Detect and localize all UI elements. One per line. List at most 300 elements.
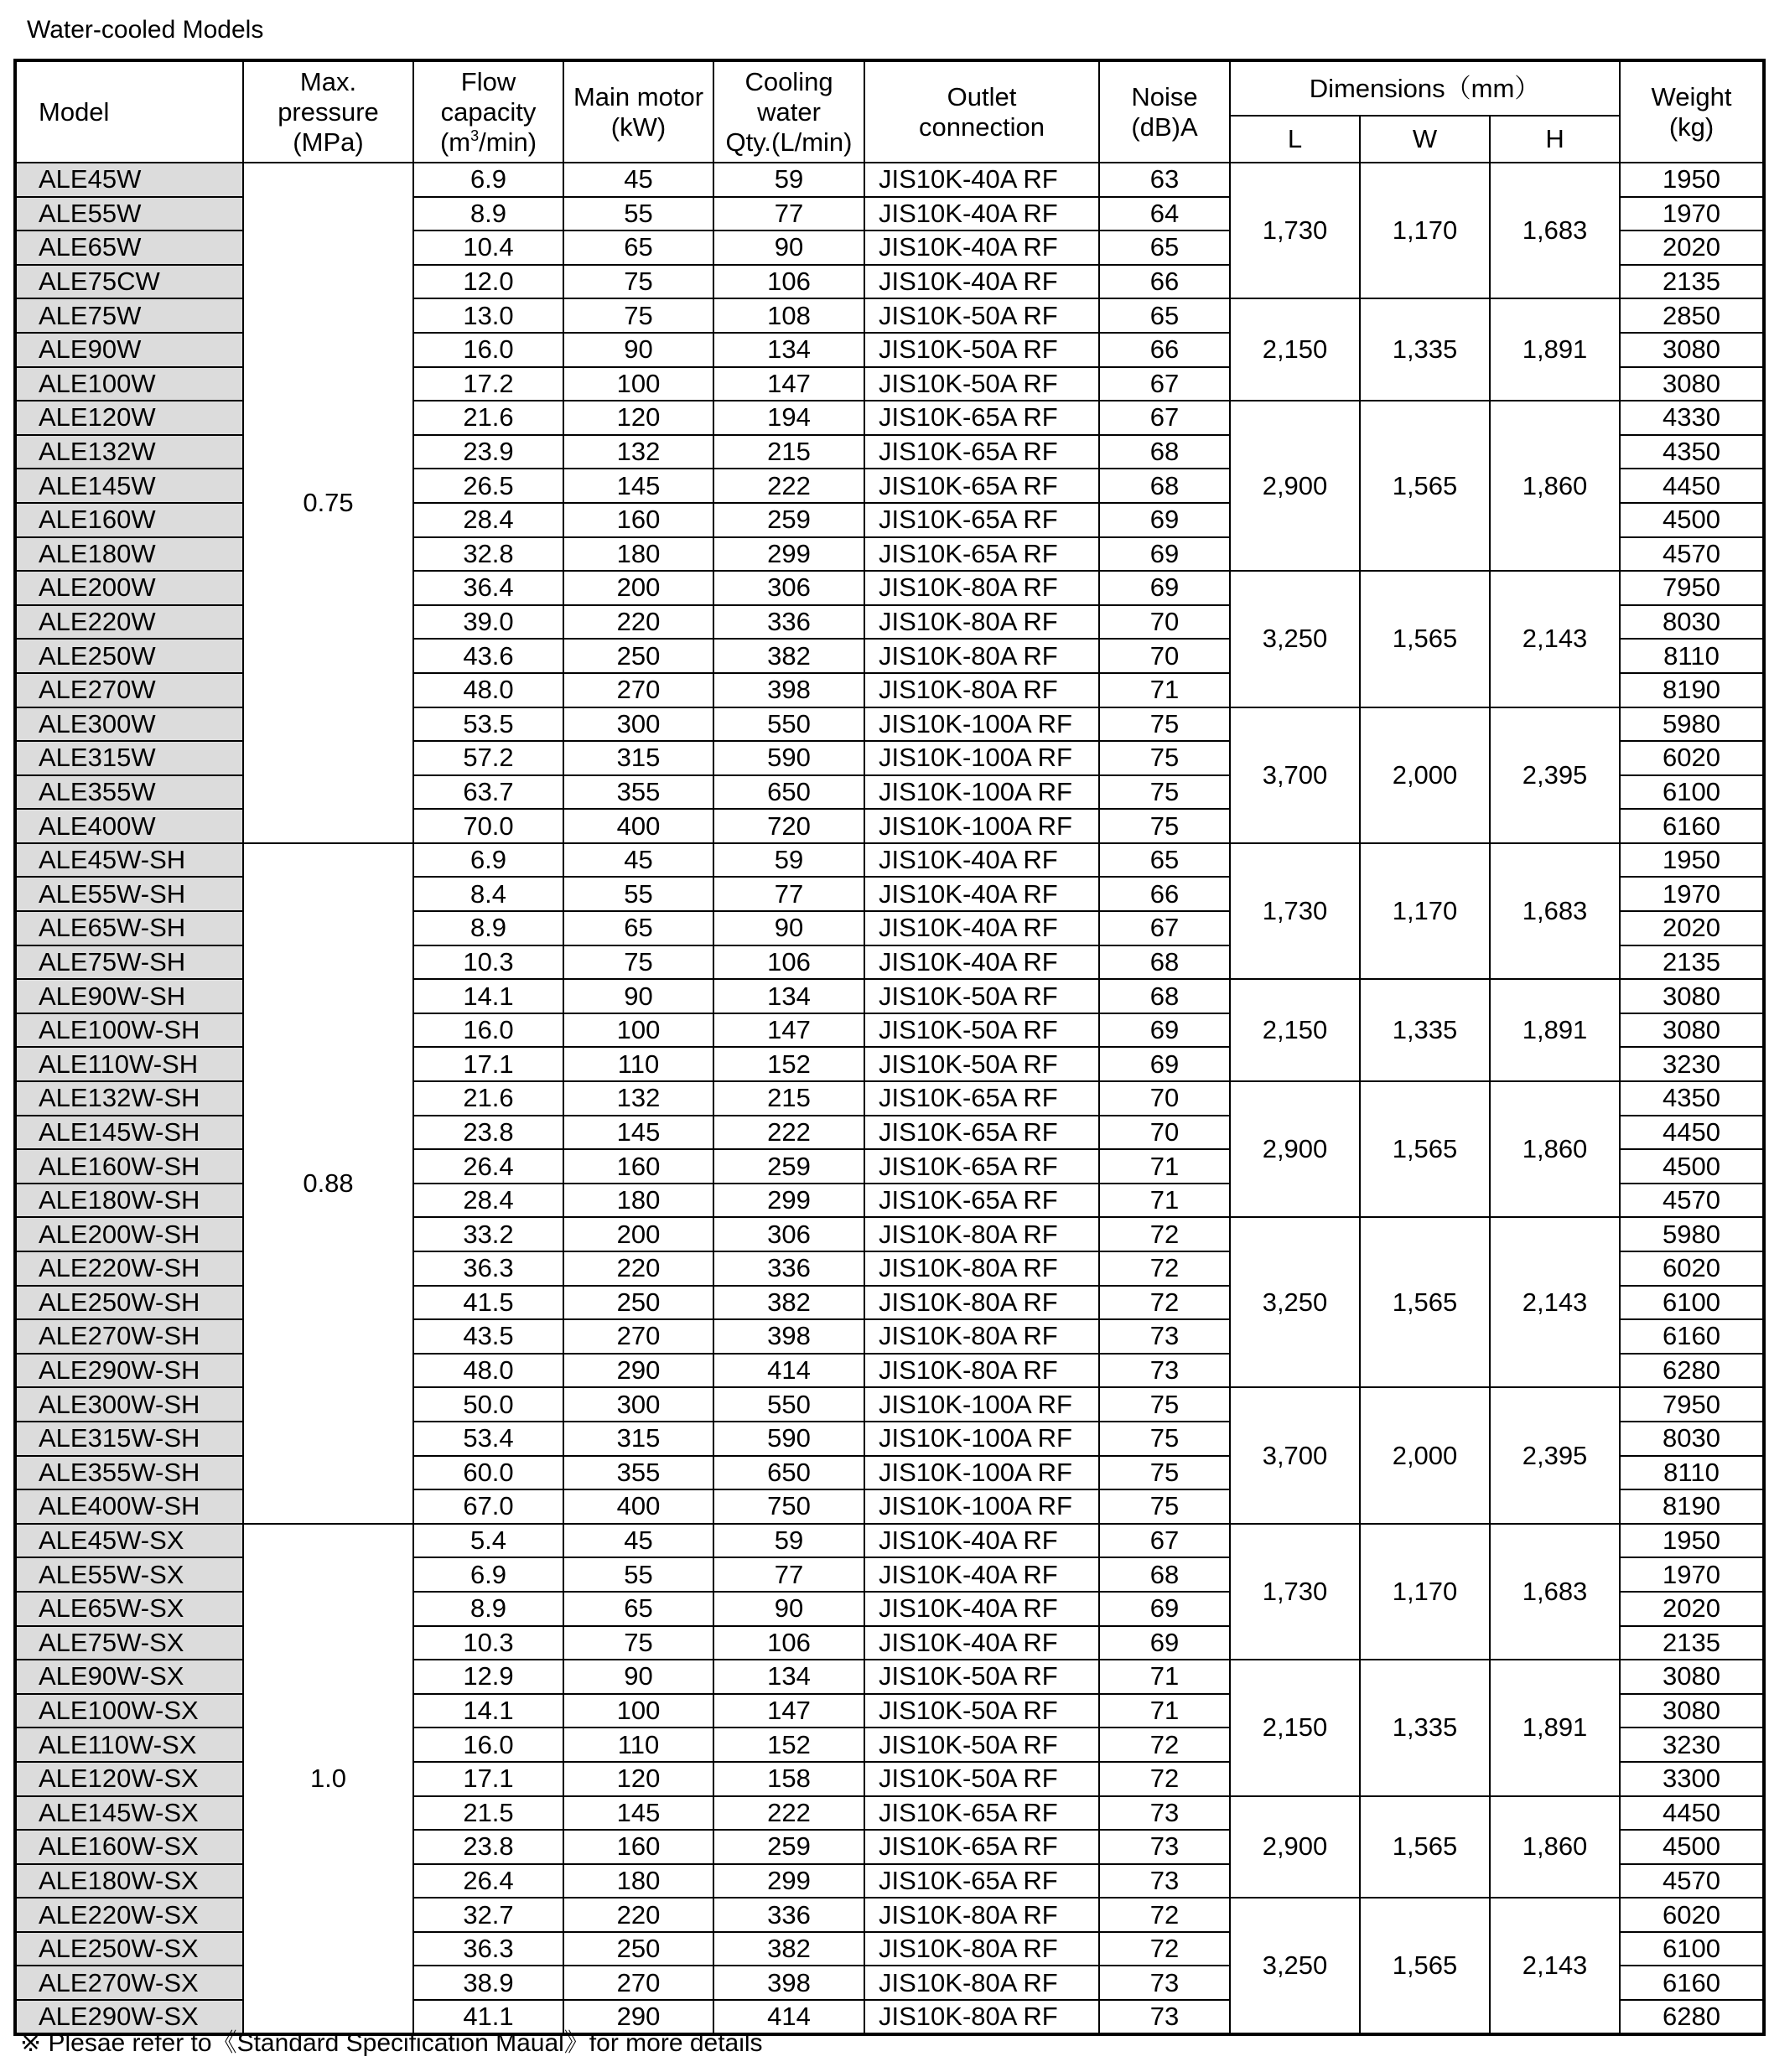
cooling-cell: 90 [713,911,864,945]
model-cell: ALE200W-SH [15,1217,243,1251]
noise-cell: 71 [1099,1149,1230,1184]
flow-cell: 14.1 [413,1694,563,1728]
cooling-cell: 222 [713,1796,864,1831]
weight-cell: 4500 [1620,1830,1764,1864]
motor-cell: 180 [563,1864,713,1898]
motor-cell: 75 [563,945,713,980]
weight-cell: 2135 [1620,265,1764,299]
motor-cell: 315 [563,741,713,775]
cooling-cell: 299 [713,537,864,572]
motor-cell: 250 [563,639,713,673]
dim-l-cell: 3,250 [1230,1217,1360,1387]
dim-w-cell: 1,565 [1360,571,1490,707]
flow-cell: 28.4 [413,1184,563,1218]
outlet-cell: JIS10K-65A RF [864,1830,1099,1864]
cooling-cell: 152 [713,1728,864,1762]
flow-cell: 33.2 [413,1217,563,1251]
outlet-cell: JIS10K-50A RF [864,367,1099,401]
cooling-cell: 306 [713,571,864,605]
outlet-cell: JIS10K-40A RF [864,231,1099,265]
cooling-cell: 750 [713,1489,864,1524]
outlet-cell: JIS10K-80A RF [864,605,1099,640]
weight-cell: 3230 [1620,1047,1764,1081]
cooling-cell: 59 [713,843,864,878]
weight-cell: 6100 [1620,1932,1764,1966]
motor-cell: 132 [563,435,713,469]
noise-cell: 73 [1099,1796,1230,1831]
noise-cell: 70 [1099,639,1230,673]
model-cell: ALE75W [15,298,243,333]
outlet-cell: JIS10K-40A RF [864,197,1099,231]
flow-cell: 41.1 [413,2000,563,2034]
dim-l-cell: 2,900 [1230,1081,1360,1217]
flow-cell: 23.9 [413,435,563,469]
flow-cell: 41.5 [413,1286,563,1320]
motor-cell: 160 [563,1149,713,1184]
weight-cell: 5980 [1620,707,1764,742]
dim-w-cell: 1,335 [1360,298,1490,401]
weight-cell: 3080 [1620,333,1764,367]
weight-cell: 8190 [1620,673,1764,707]
motor-cell: 270 [563,1966,713,2000]
motor-cell: 145 [563,1116,713,1150]
motor-cell: 65 [563,231,713,265]
noise-cell: 68 [1099,979,1230,1013]
cooling-cell: 398 [713,1966,864,2000]
outlet-cell: JIS10K-65A RF [864,1081,1099,1116]
cooling-cell: 134 [713,333,864,367]
cooling-cell: 134 [713,1660,864,1694]
motor-cell: 100 [563,1013,713,1048]
motor-cell: 45 [563,843,713,878]
cooling-cell: 382 [713,639,864,673]
motor-cell: 145 [563,1796,713,1831]
header-weight: Weight (kg) [1620,60,1764,163]
cooling-cell: 108 [713,298,864,333]
dim-h-cell: 1,683 [1490,1524,1620,1660]
cooling-cell: 650 [713,1456,864,1490]
table-body [15,163,1764,2034]
cooling-cell: 147 [713,367,864,401]
model-cell: ALE270W-SH [15,1319,243,1354]
model-cell: ALE90W-SX [15,1660,243,1694]
flow-cell: 32.7 [413,1898,563,1932]
dim-h-cell: 1,891 [1490,1660,1620,1795]
noise-cell: 66 [1099,333,1230,367]
noise-cell: 72 [1099,1898,1230,1932]
model-cell: ALE315W [15,741,243,775]
model-cell: ALE400W [15,809,243,843]
model-cell: ALE160W-SX [15,1830,243,1864]
cooling-cell: 77 [713,877,864,911]
flow-cell: 6.9 [413,843,563,878]
noise-cell: 75 [1099,1387,1230,1422]
weight-cell: 6020 [1620,1898,1764,1932]
model-cell: ALE100W-SH [15,1013,243,1048]
outlet-cell: JIS10K-65A RF [864,1149,1099,1184]
model-cell: ALE180W-SH [15,1184,243,1218]
outlet-cell: JIS10K-65A RF [864,503,1099,537]
dim-l-cell: 3,700 [1230,1387,1360,1523]
weight-cell: 5980 [1620,1217,1764,1251]
motor-cell: 55 [563,877,713,911]
dim-w-cell: 1,565 [1360,1898,1490,2033]
motor-cell: 200 [563,571,713,605]
model-cell: ALE160W-SH [15,1149,243,1184]
header-noise: Noise (dB)A [1099,60,1230,163]
cooling-cell: 215 [713,1081,864,1116]
motor-cell: 145 [563,469,713,503]
outlet-cell: JIS10K-80A RF [864,2000,1099,2034]
outlet-cell: JIS10K-80A RF [864,1251,1099,1286]
flow-cell: 16.0 [413,1728,563,1762]
weight-cell: 3300 [1620,1762,1764,1796]
motor-cell: 270 [563,673,713,707]
outlet-cell: JIS10K-65A RF [864,401,1099,435]
weight-cell: 2020 [1620,1592,1764,1626]
cooling-cell: 158 [713,1762,864,1796]
header-dim-h: H [1490,116,1620,163]
flow-cell: 57.2 [413,741,563,775]
motor-cell: 220 [563,1898,713,1932]
outlet-cell: JIS10K-40A RF [864,877,1099,911]
noise-cell: 70 [1099,1081,1230,1116]
dim-w-cell: 1,565 [1360,1217,1490,1387]
cooling-cell: 77 [713,197,864,231]
noise-cell: 70 [1099,605,1230,640]
motor-cell: 75 [563,1626,713,1660]
cooling-cell: 299 [713,1184,864,1218]
motor-cell: 110 [563,1047,713,1081]
model-cell: ALE110W-SH [15,1047,243,1081]
model-cell: ALE220W-SX [15,1898,243,1932]
noise-cell: 72 [1099,1251,1230,1286]
dim-h-cell: 1,860 [1490,401,1620,571]
model-cell: ALE250W-SX [15,1932,243,1966]
model-cell: ALE65W-SX [15,1592,243,1626]
dim-h-cell: 1,683 [1490,843,1620,979]
header-flow: Flow capacity $(m^3/\min)$ [413,60,563,163]
motor-cell: 180 [563,537,713,572]
noise-cell: 69 [1099,1626,1230,1660]
motor-cell: 160 [563,503,713,537]
model-cell: ALE355W [15,775,243,810]
dim-w-cell: 1,565 [1360,1081,1490,1217]
cooling-cell: 720 [713,809,864,843]
weight-cell: 4570 [1620,537,1764,572]
cooling-cell: 222 [713,1116,864,1150]
flow-cell: 21.6 [413,1081,563,1116]
noise-cell: 69 [1099,1013,1230,1048]
noise-cell: 75 [1099,809,1230,843]
outlet-cell: JIS10K-100A RF [864,1456,1099,1490]
outlet-cell: JIS10K-50A RF [864,1660,1099,1694]
weight-cell: 4570 [1620,1184,1764,1218]
cooling-cell: 77 [713,1557,864,1592]
noise-cell: 72 [1099,1728,1230,1762]
noise-cell: 68 [1099,435,1230,469]
motor-cell: 300 [563,707,713,742]
outlet-cell: JIS10K-65A RF [864,1116,1099,1150]
dim-h-cell: 2,395 [1490,707,1620,843]
cooling-cell: 194 [713,401,864,435]
motor-cell: 315 [563,1422,713,1456]
outlet-cell: JIS10K-50A RF [864,298,1099,333]
outlet-cell: JIS10K-40A RF [864,911,1099,945]
cooling-cell: 215 [713,435,864,469]
noise-cell: 69 [1099,503,1230,537]
flow-cell: 53.5 [413,707,563,742]
flow-cell: 67.0 [413,1489,563,1524]
outlet-cell: JIS10K-65A RF [864,435,1099,469]
model-cell: ALE145W-SX [15,1796,243,1831]
outlet-cell: JIS10K-80A RF [864,1898,1099,1932]
flow-cell: 8.9 [413,1592,563,1626]
noise-cell: 66 [1099,265,1230,299]
outlet-cell: JIS10K-65A RF [864,469,1099,503]
weight-cell: 4330 [1620,401,1764,435]
noise-cell: 69 [1099,537,1230,572]
noise-cell: 72 [1099,1217,1230,1251]
motor-cell: 180 [563,1184,713,1218]
noise-cell: 65 [1099,231,1230,265]
model-cell: ALE145W-SH [15,1116,243,1150]
flow-cell: 21.5 [413,1796,563,1831]
flow-cell: 36.3 [413,1251,563,1286]
dim-l-cell: 3,250 [1230,571,1360,707]
motor-cell: 90 [563,1660,713,1694]
model-cell: ALE145W [15,469,243,503]
weight-cell: 1970 [1620,1557,1764,1592]
dim-h-cell: 1,683 [1490,163,1620,298]
dim-l-cell: 2,150 [1230,979,1360,1081]
model-cell: ALE120W-SX [15,1762,243,1796]
model-cell: ALE300W-SH [15,1387,243,1422]
dim-w-cell: 1,170 [1360,163,1490,298]
outlet-cell: JIS10K-50A RF [864,333,1099,367]
flow-cell: 53.4 [413,1422,563,1456]
header-model: Model [15,60,243,163]
model-cell: ALE180W [15,537,243,572]
noise-cell: 65 [1099,298,1230,333]
dim-h-cell: 1,891 [1490,298,1620,401]
outlet-cell: JIS10K-40A RF [864,1592,1099,1626]
motor-cell: 200 [563,1217,713,1251]
outlet-cell: JIS10K-50A RF [864,1762,1099,1796]
model-cell: ALE120W [15,401,243,435]
dim-w-cell: 1,565 [1360,1796,1490,1898]
noise-cell: 71 [1099,1184,1230,1218]
flow-cell: 50.0 [413,1387,563,1422]
flow-cell: 23.8 [413,1830,563,1864]
flow-cell: 12.0 [413,265,563,299]
noise-cell: 73 [1099,1319,1230,1354]
noise-cell: 71 [1099,673,1230,707]
weight-cell: 4450 [1620,1116,1764,1150]
model-cell: ALE220W [15,605,243,640]
weight-cell: 2135 [1620,1626,1764,1660]
flow-cell: 28.4 [413,503,563,537]
noise-cell: 70 [1099,1116,1230,1150]
weight-cell: 3080 [1620,979,1764,1013]
model-cell: ALE315W-SH [15,1422,243,1456]
model-cell: ALE55W-SX [15,1557,243,1592]
cooling-cell: 336 [713,1251,864,1286]
model-cell: ALE290W-SH [15,1354,243,1388]
noise-cell: 63 [1099,163,1230,197]
footnote: ※ Plesae refer to《Standard Specification Maual》for more details [20,2029,763,2057]
noise-cell: 71 [1099,1694,1230,1728]
weight-cell: 2020 [1620,911,1764,945]
cooling-cell: 59 [713,163,864,197]
weight-cell: 4350 [1620,435,1764,469]
outlet-cell: JIS10K-65A RF [864,1796,1099,1831]
cooling-cell: 382 [713,1932,864,1966]
weight-cell: 1950 [1620,843,1764,878]
cooling-cell: 650 [713,775,864,810]
table-header [15,60,1764,163]
weight-cell: 8190 [1620,1489,1764,1524]
motor-cell: 120 [563,401,713,435]
model-cell: ALE45W [15,163,243,197]
outlet-cell: JIS10K-40A RF [864,265,1099,299]
cooling-cell: 398 [713,673,864,707]
cooling-cell: 336 [713,1898,864,1932]
weight-cell: 7950 [1620,1387,1764,1422]
motor-cell: 160 [563,1830,713,1864]
noise-cell: 66 [1099,877,1230,911]
noise-cell: 68 [1099,469,1230,503]
weight-cell: 4500 [1620,503,1764,537]
noise-cell: 69 [1099,1047,1230,1081]
flow-cell: 39.0 [413,605,563,640]
cooling-cell: 147 [713,1694,864,1728]
motor-cell: 65 [563,1592,713,1626]
weight-cell: 6100 [1620,1286,1764,1320]
model-cell: ALE65W-SH [15,911,243,945]
noise-cell: 72 [1099,1286,1230,1320]
outlet-cell: JIS10K-100A RF [864,1489,1099,1524]
noise-cell: 68 [1099,1557,1230,1592]
cooling-cell: 590 [713,741,864,775]
model-cell: ALE200W [15,571,243,605]
weight-cell: 3080 [1620,367,1764,401]
model-cell: ALE355W-SH [15,1456,243,1490]
noise-cell: 75 [1099,707,1230,742]
model-cell: ALE75CW [15,265,243,299]
noise-cell: 75 [1099,775,1230,810]
cooling-cell: 106 [713,945,864,980]
cooling-cell: 550 [713,1387,864,1422]
header-outlet: Outlet connection [864,60,1099,163]
outlet-cell: JIS10K-80A RF [864,571,1099,605]
motor-cell: 132 [563,1081,713,1116]
motor-cell: 55 [563,197,713,231]
table-row [15,163,1764,197]
model-cell: ALE75W-SX [15,1626,243,1660]
motor-cell: 90 [563,979,713,1013]
flow-cell: 6.9 [413,163,563,197]
noise-cell: 67 [1099,401,1230,435]
model-cell: ALE45W-SH [15,843,243,878]
noise-cell: 72 [1099,1932,1230,1966]
header-dim-l: L [1230,116,1360,163]
weight-cell: 2020 [1620,231,1764,265]
noise-cell: 64 [1099,197,1230,231]
cooling-cell: 90 [713,231,864,265]
weight-cell: 6160 [1620,1966,1764,2000]
model-cell: ALE90W-SH [15,979,243,1013]
flow-cell: 16.0 [413,333,563,367]
noise-cell: 67 [1099,1524,1230,1558]
dim-l-cell: 2,150 [1230,298,1360,401]
table-row [15,1524,1764,1558]
model-cell: ALE160W [15,503,243,537]
dim-h-cell: 1,891 [1490,979,1620,1081]
model-cell: ALE290W-SX [15,2000,243,2034]
weight-cell: 1950 [1620,163,1764,197]
noise-cell: 69 [1099,571,1230,605]
outlet-cell: JIS10K-65A RF [864,537,1099,572]
flow-cell: 21.6 [413,401,563,435]
model-cell: ALE55W [15,197,243,231]
outlet-cell: JIS10K-50A RF [864,979,1099,1013]
flow-cell: 23.8 [413,1116,563,1150]
motor-cell: 250 [563,1932,713,1966]
flow-cell: 48.0 [413,1354,563,1388]
dim-w-cell: 1,565 [1360,401,1490,571]
weight-cell: 1950 [1620,1524,1764,1558]
cooling-cell: 106 [713,1626,864,1660]
weight-cell: 6280 [1620,2000,1764,2034]
weight-cell: 2850 [1620,298,1764,333]
noise-cell: 75 [1099,741,1230,775]
model-cell: ALE270W [15,673,243,707]
noise-cell: 73 [1099,2000,1230,2034]
motor-cell: 45 [563,1524,713,1558]
weight-cell: 4350 [1620,1081,1764,1116]
weight-cell: 8110 [1620,1456,1764,1490]
model-cell: ALE250W [15,639,243,673]
motor-cell: 300 [563,1387,713,1422]
outlet-cell: JIS10K-80A RF [864,673,1099,707]
model-cell: ALE250W-SH [15,1286,243,1320]
dim-l-cell: 1,730 [1230,1524,1360,1660]
cooling-cell: 336 [713,605,864,640]
weight-cell: 4450 [1620,1796,1764,1831]
cooling-cell: 414 [713,1354,864,1388]
model-cell: ALE75W-SH [15,945,243,980]
outlet-cell: JIS10K-50A RF [864,1694,1099,1728]
weight-cell: 7950 [1620,571,1764,605]
dim-l-cell: 2,900 [1230,401,1360,571]
outlet-cell: JIS10K-40A RF [864,843,1099,878]
dim-l-cell: 1,730 [1230,163,1360,298]
weight-cell: 4570 [1620,1864,1764,1898]
dim-h-cell: 2,143 [1490,1217,1620,1387]
noise-cell: 68 [1099,945,1230,980]
outlet-cell: JIS10K-65A RF [864,1864,1099,1898]
noise-cell: 73 [1099,1354,1230,1388]
outlet-cell: JIS10K-50A RF [864,1728,1099,1762]
dim-l-cell: 2,150 [1230,1660,1360,1795]
noise-cell: 75 [1099,1489,1230,1524]
motor-cell: 65 [563,911,713,945]
model-cell: ALE132W [15,435,243,469]
cooling-cell: 59 [713,1524,864,1558]
header-pressure: Max. pressure (MPa) [243,60,413,163]
motor-cell: 90 [563,333,713,367]
